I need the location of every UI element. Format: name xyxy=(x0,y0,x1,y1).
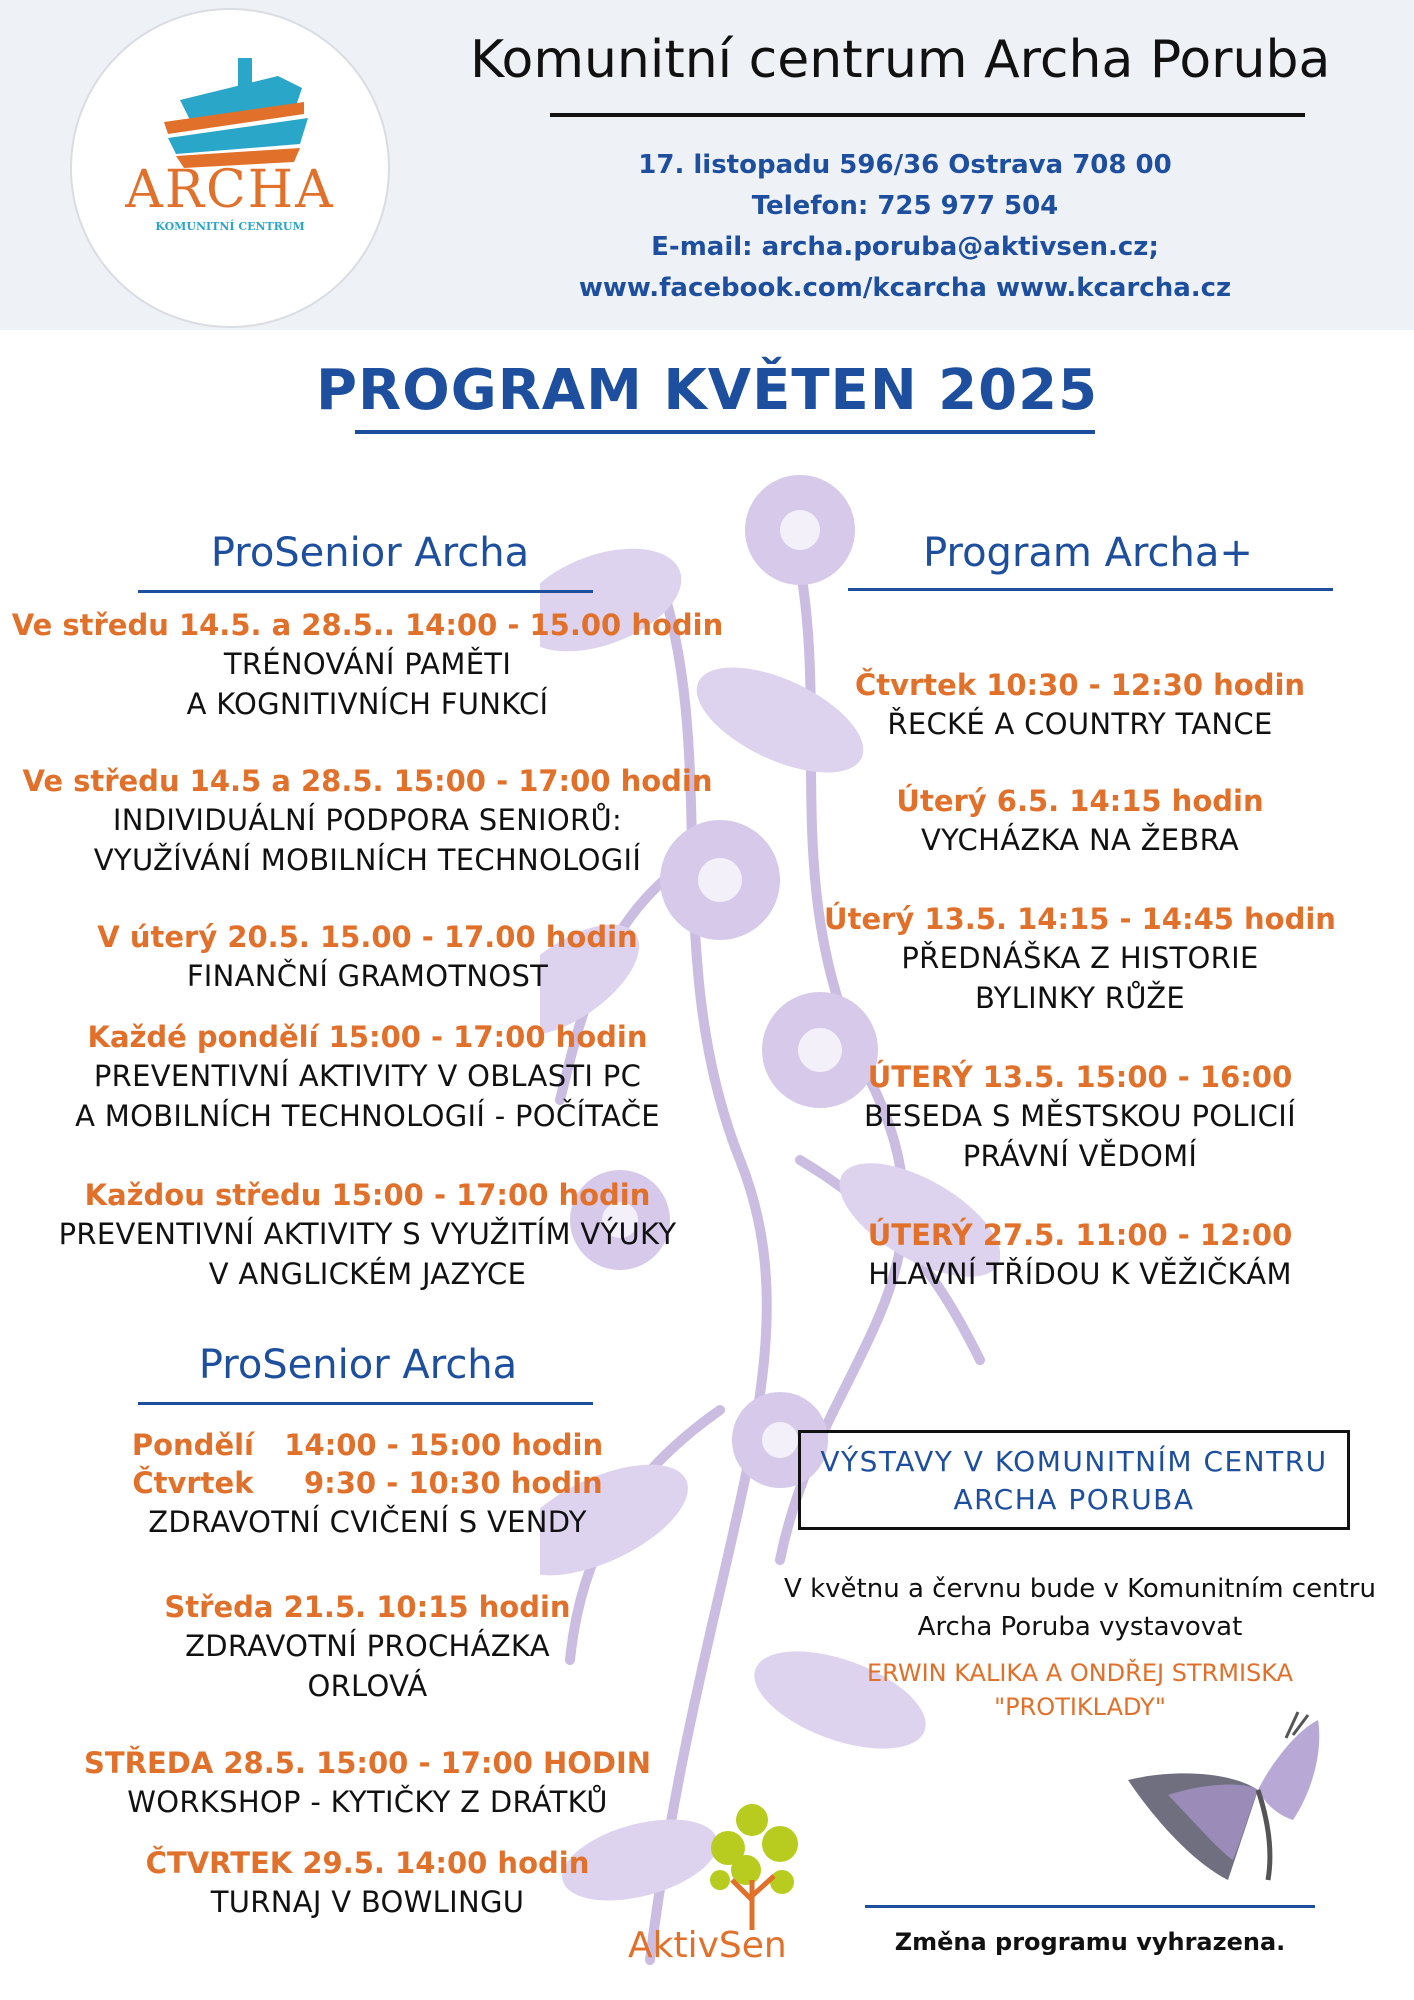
contact-phone: Telefon: 725 977 504 xyxy=(751,191,1059,221)
ark-boat-icon xyxy=(72,10,388,180)
event-title: A KOGNITIVNÍCH FUNKCÍ xyxy=(186,687,549,721)
event-time: STŘEDA 28.5. 15:00 - 17:00 HODIN xyxy=(83,1746,652,1780)
exhibition-text-line: Archa Poruba vystavovat xyxy=(917,1612,1243,1642)
event-title: HLAVNÍ TŘÍDOU K VĚŽIČKÁM xyxy=(868,1257,1292,1291)
event-english-prevention xyxy=(0,1176,735,1294)
event-time: ÚTERÝ 27.5. 11:00 - 12:00 xyxy=(867,1218,1293,1252)
event-title: FINANČNÍ GRAMOTNOST xyxy=(186,959,549,993)
event-time: Úterý 6.5. 14:15 hodin xyxy=(896,784,1264,818)
exhibition-box xyxy=(798,1430,1350,1530)
event-time: V úterý 20.5. 15.00 - 17.00 hodin xyxy=(97,920,638,954)
event-wire-workshop xyxy=(0,1744,735,1822)
event-title: WORKSHOP - KYTIČKY Z DRÁTKŮ xyxy=(127,1785,608,1819)
exhibition-title: "PROTIKLADY" xyxy=(994,1693,1166,1721)
event-memory-training xyxy=(0,606,735,724)
event-title: V ANGLICKÉM JAZYCE xyxy=(208,1257,527,1291)
event-time: Každé pondělí 15:00 - 17:00 hodin xyxy=(87,1020,648,1054)
logo-wordmark: ARCHA xyxy=(125,160,335,220)
event-title: PREVENTIVNÍ AKTIVITY V OBLASTI PC xyxy=(93,1059,642,1093)
event-title: ZDRAVOTNÍ CVIČENÍ S VENDY xyxy=(148,1505,587,1539)
event-greek-country-dance xyxy=(780,666,1380,744)
exhibition-text-line: V květnu a červnu bude v Komunitním centru xyxy=(784,1574,1376,1604)
program-change-note: Změna programu vyhrazena. xyxy=(894,1928,1286,1956)
event-title: ŘECKÉ A COUNTRY TANCE xyxy=(887,707,1273,741)
aktivsen-tree-icon xyxy=(692,1800,812,1930)
contact-web-links[interactable]: www.facebook.com/kcarcha www.kcarcha.cz xyxy=(578,273,1232,303)
footer-rule xyxy=(865,1905,1315,1908)
event-time: Čtvrtek 9:30 - 10:30 hodin xyxy=(132,1466,603,1500)
organization-title: Komunitní centrum Archa Poruba xyxy=(470,30,1331,90)
section-heading-prosenior-bottom: ProSenior Archa xyxy=(198,1342,518,1388)
event-title: A MOBILNÍCH TECHNOLOGIÍ - POČÍTAČE xyxy=(75,1099,660,1133)
event-walk-towers xyxy=(780,1216,1380,1294)
event-health-exercise xyxy=(0,1426,735,1542)
event-time: Ve středu 14.5. a 28.5.. 14:00 - 15.00 hodin xyxy=(11,608,724,642)
event-senior-support xyxy=(0,762,735,880)
event-title: TRÉNOVÁNÍ PAMĚTI xyxy=(223,647,512,681)
event-time: ÚTERÝ 13.5. 15:00 - 16:00 xyxy=(867,1060,1293,1094)
exhibition-artists: ERWIN KALIKA A ONDŘEJ STRMISKA xyxy=(866,1659,1294,1687)
event-police-talk xyxy=(780,1058,1380,1176)
header-band xyxy=(0,0,1414,330)
contact-address: 17. listopadu 596/36 Ostrava 708 00 xyxy=(638,150,1172,180)
event-title: BYLINKY RŮŽE xyxy=(975,981,1185,1015)
event-title: ZDRAVOTNÍ PROCHÁZKA xyxy=(185,1629,550,1663)
section-heading-prosenior-top: ProSenior Archa xyxy=(210,530,530,576)
event-title: TURNAJ V BOWLINGU xyxy=(210,1885,525,1919)
event-time: Pondělí 14:00 - 15:00 hodin xyxy=(131,1428,604,1462)
page-title-rule xyxy=(355,430,1095,434)
event-title: INDIVIDUÁLNÍ PODPORA SENIORŮ: xyxy=(112,803,623,837)
section-heading-program-archa-plus: Program Archa+ xyxy=(923,530,1253,576)
organization-title-rule xyxy=(550,113,1305,117)
event-title: ORLOVÁ xyxy=(307,1669,428,1703)
exhibition-box-line: ARCHA PORUBA xyxy=(953,1483,1195,1516)
event-title: VYCHÁZKA NA ŽEBRA xyxy=(920,823,1240,857)
event-title: PREVENTIVNÍ AKTIVITY S VYUŽITÍM VÝUKY xyxy=(58,1217,677,1251)
event-title: BESEDA S MĚSTSKOU POLICIÍ xyxy=(864,1099,1296,1133)
archa-logo xyxy=(70,8,390,328)
event-time: Čtvrtek 10:30 - 12:30 hodin xyxy=(854,668,1306,702)
section-rule-prosenior-bottom xyxy=(138,1402,593,1405)
event-time: Každou středu 15:00 - 17:00 hodin xyxy=(84,1178,651,1212)
aktivsen-logo-text: AktivSen xyxy=(628,1925,787,1966)
logo-subtitle: KOMUNITNÍ CENTRUM xyxy=(155,220,305,233)
event-rose-history-lecture xyxy=(780,900,1380,1018)
section-rule-program-archa-plus xyxy=(848,588,1333,591)
event-health-walk xyxy=(0,1588,735,1706)
contact-email[interactable]: E-mail: archa.poruba@aktivsen.cz; xyxy=(651,232,1159,262)
section-rule-prosenior-top xyxy=(138,590,593,593)
page-title: PROGRAM KVĚTEN 2025 xyxy=(315,358,1099,423)
event-walk-zebra xyxy=(780,782,1380,860)
event-financial-literacy xyxy=(0,918,735,996)
butterfly-illustration xyxy=(1108,1710,1328,1890)
event-time: ČTVRTEK 29.5. 14:00 hodin xyxy=(145,1846,590,1880)
event-time: Středa 21.5. 10:15 hodin xyxy=(164,1590,571,1624)
event-bowling xyxy=(0,1844,735,1922)
event-title: PRÁVNÍ VĚDOMÍ xyxy=(962,1139,1198,1173)
event-pc-prevention xyxy=(0,1018,735,1136)
event-time: Ve středu 14.5 a 28.5. 15:00 - 17:00 hodin xyxy=(22,764,713,798)
event-title: PŘEDNÁŠKA Z HISTORIE xyxy=(901,941,1259,975)
exhibition-box-line: VÝSTAVY V KOMUNITNÍM CENTRU xyxy=(820,1445,1328,1478)
event-title: VYUŽÍVÁNÍ MOBILNÍCH TECHNOLOGIÍ xyxy=(93,843,642,877)
event-time: Úterý 13.5. 14:15 - 14:45 hodin xyxy=(824,902,1336,936)
